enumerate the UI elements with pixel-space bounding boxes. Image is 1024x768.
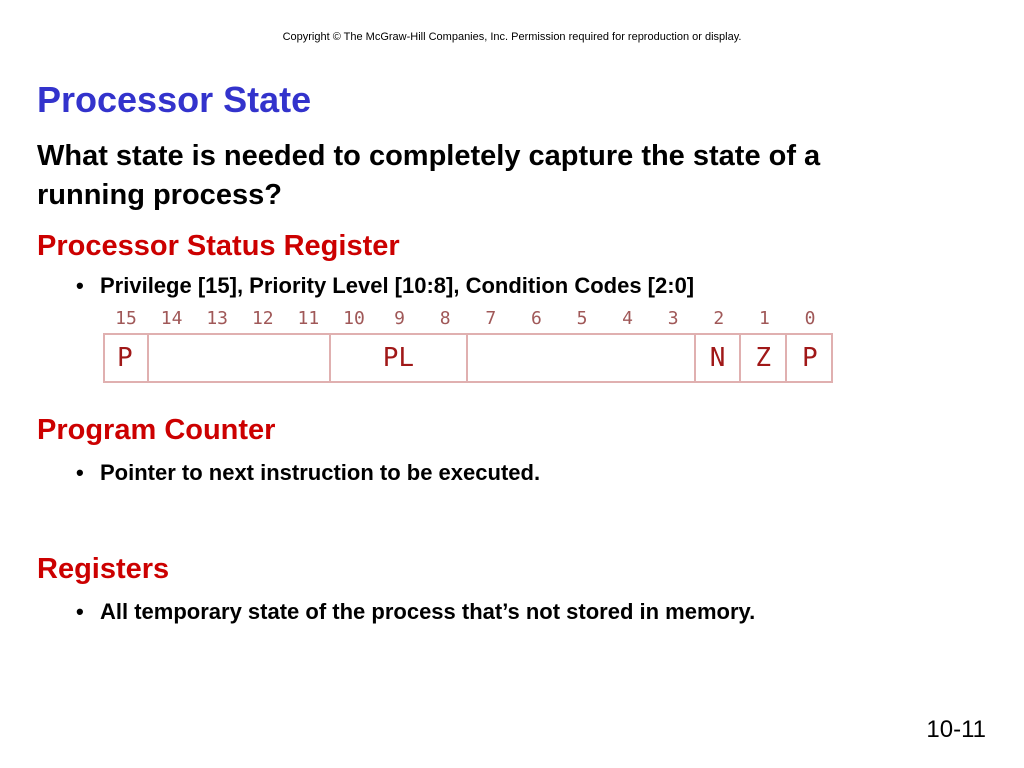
bullet-pc-text: Pointer to next instruction to be executed. (100, 460, 541, 485)
heading-registers: Registers (37, 553, 170, 585)
slide-title: Processor State (37, 79, 312, 120)
bit-number-9: 9 (394, 308, 406, 329)
bit-number-14: 14 (160, 308, 183, 329)
register-box (103, 333, 833, 383)
register-field-unused-1 (149, 335, 331, 381)
bit-number-12: 12 (251, 308, 274, 329)
bit-number-2: 2 (713, 308, 725, 329)
bit-number-11: 11 (297, 308, 320, 329)
bullet-icon: • (76, 273, 84, 298)
bit-number-6: 6 (530, 308, 542, 329)
bullet-registers-text: All temporary state of the process that’s not stored in memory. (100, 599, 756, 624)
copyright-notice: Copyright © The McGraw-Hill Companies, Inc. Permission required for reproduction or display. (282, 31, 742, 43)
bit-number-1: 1 (758, 308, 770, 329)
register-field-p-0: P (103, 335, 149, 381)
bit-number-0: 0 (804, 308, 816, 329)
bullet-icon: • (76, 599, 84, 624)
heading-program-counter: Program Counter (37, 414, 276, 446)
register-field-z-5: Z (741, 335, 787, 381)
bullet-registers (76, 598, 755, 626)
bullet-psr-text: Privilege [15], Priority Level [10:8], Condition Codes [2:0] (100, 273, 695, 298)
register-field-p-6: P (801, 343, 818, 373)
bit-number-5: 5 (576, 308, 588, 329)
page-number: 10-11 (926, 716, 986, 743)
register-field-n-4: N (696, 335, 742, 381)
bit-number-15: 15 (115, 308, 137, 329)
bit-number-4: 4 (622, 308, 634, 329)
heading-processor-status-register: Processor Status Register (37, 230, 400, 262)
bit-number-7: 7 (485, 308, 497, 329)
bullet-psr (76, 272, 694, 300)
bit-number-10: 10 (343, 308, 365, 329)
register-field-pl-2: PL (331, 335, 468, 381)
question-text: What state is needed to completely capture the state of a running process? (37, 140, 821, 211)
bit-number-8: 8 (439, 308, 451, 329)
register-field-unused-3 (468, 335, 696, 381)
bit-number-3: 3 (667, 308, 679, 329)
psr-register-diagram (103, 308, 835, 378)
bullet-pc (76, 459, 540, 487)
bit-number-13: 13 (206, 308, 229, 329)
bullet-icon: • (76, 460, 84, 485)
